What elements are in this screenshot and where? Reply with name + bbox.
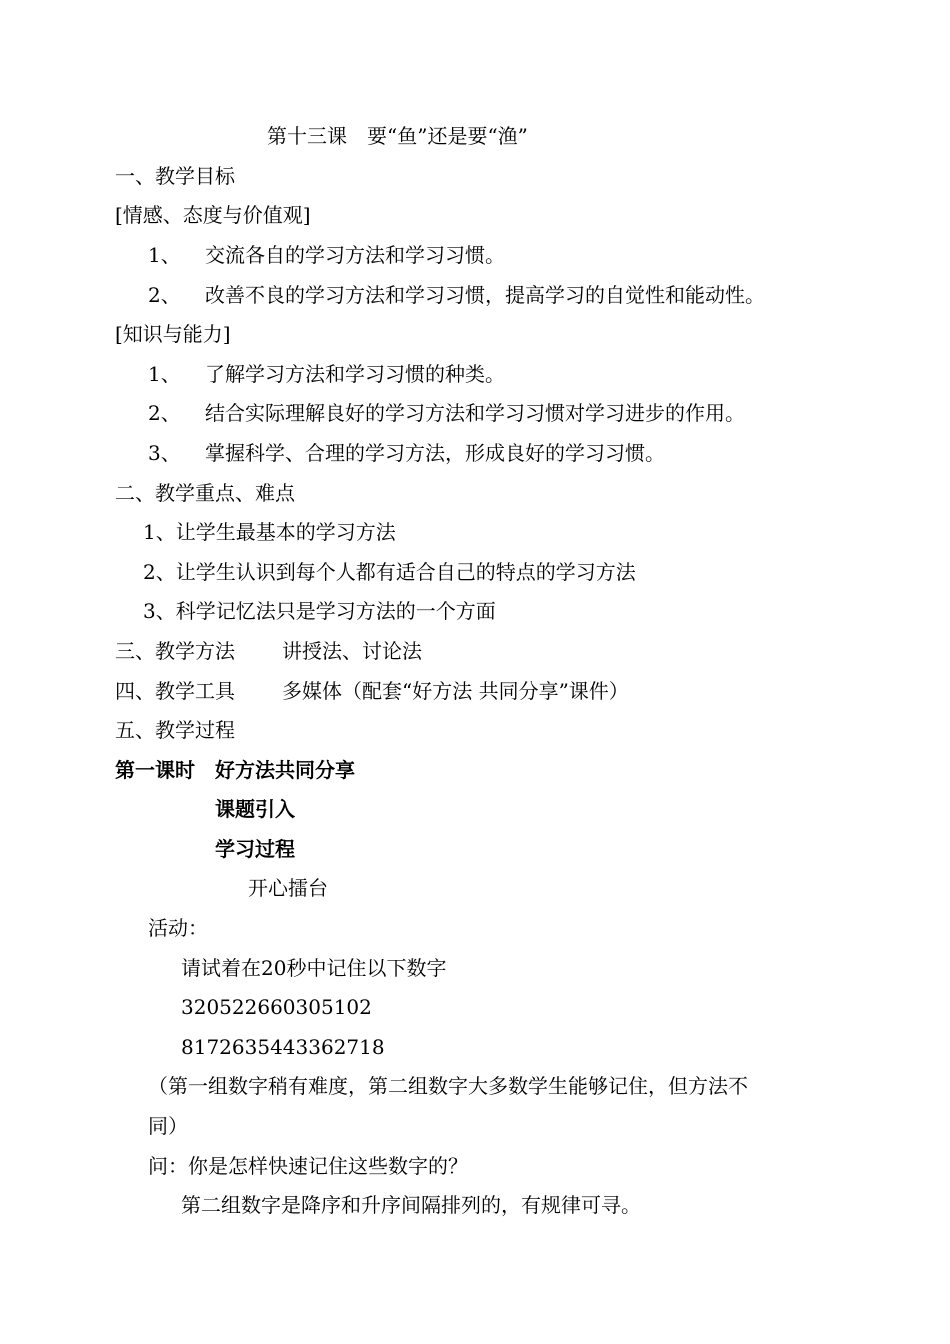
key-point-item: 2、让学生认识到每个人都有适合自己的特点的学习方法 xyxy=(143,560,636,584)
list-item-text: 了解学习方法和学习习惯的种类。 xyxy=(205,362,505,386)
lesson-intro-heading: 课题引入 xyxy=(215,797,295,821)
document-title: 第十三课 要“鱼”还是要“渔” xyxy=(267,124,528,148)
note-line-1: （第一组数字稍有难度，第二组数字大多数学生能够记住，但方法不 xyxy=(148,1074,748,1098)
list-item-number: 2、 xyxy=(148,401,181,425)
section-heading-objectives: 一、教学目标 xyxy=(115,164,235,188)
list-item xyxy=(148,439,665,467)
note-line-2: 同） xyxy=(148,1114,188,1138)
arena-heading: 开心擂台 xyxy=(248,876,328,900)
question-text: 问：你是怎样快速记住这些数字的？ xyxy=(148,1154,468,1178)
lesson-process-heading: 学习过程 xyxy=(215,837,295,861)
list-item-number: 3、 xyxy=(148,441,181,465)
list-item xyxy=(148,281,765,309)
list-item xyxy=(148,241,505,269)
lesson-heading: 第一课时 好方法共同分享 xyxy=(115,758,355,782)
number-sequence-2: 8172635443362718 xyxy=(181,1035,385,1059)
key-point-item: 3、科学记忆法只是学习方法的一个方面 xyxy=(143,599,496,623)
list-item-number: 1、 xyxy=(148,243,181,267)
list-item-text: 交流各自的学习方法和学习习惯。 xyxy=(205,243,505,267)
section-heading-methods: 三、教学方法 xyxy=(115,639,235,663)
methods-content: 讲授法、讨论法 xyxy=(282,639,422,663)
answer-text: 第二组数字是降序和升序间隔排列的，有规律可寻。 xyxy=(181,1193,641,1217)
list-item-text: 掌握科学、合理的学习方法，形成良好的学习习惯。 xyxy=(205,441,665,465)
list-item-number: 2、 xyxy=(148,283,181,307)
list-item xyxy=(148,399,745,427)
list-item-number: 1、 xyxy=(148,362,181,386)
number-sequence-1: 320522660305102 xyxy=(181,995,372,1019)
list-item-text: 改善不良的学习方法和学习习惯，提高学习的自觉性和能动性。 xyxy=(205,283,765,307)
activity-instruction: 请试着在20秒中记住以下数字 xyxy=(181,956,447,980)
subheading-emotion: [情感、态度与价值观] xyxy=(115,203,311,227)
list-item xyxy=(148,360,505,388)
activity-label: 活动： xyxy=(148,916,208,940)
list-item-text: 结合实际理解良好的学习方法和学习习惯对学习进步的作用。 xyxy=(205,401,745,425)
tools-content: 多媒体（配套“好方法 共同分享”课件） xyxy=(282,679,629,703)
section-heading-process: 五、教学过程 xyxy=(115,718,235,742)
key-point-item: 1、让学生最基本的学习方法 xyxy=(143,520,396,544)
section-heading-tools: 四、教学工具 xyxy=(115,679,235,703)
section-heading-key-points: 二、教学重点、难点 xyxy=(115,481,295,505)
subheading-knowledge: [知识与能力] xyxy=(115,322,231,346)
